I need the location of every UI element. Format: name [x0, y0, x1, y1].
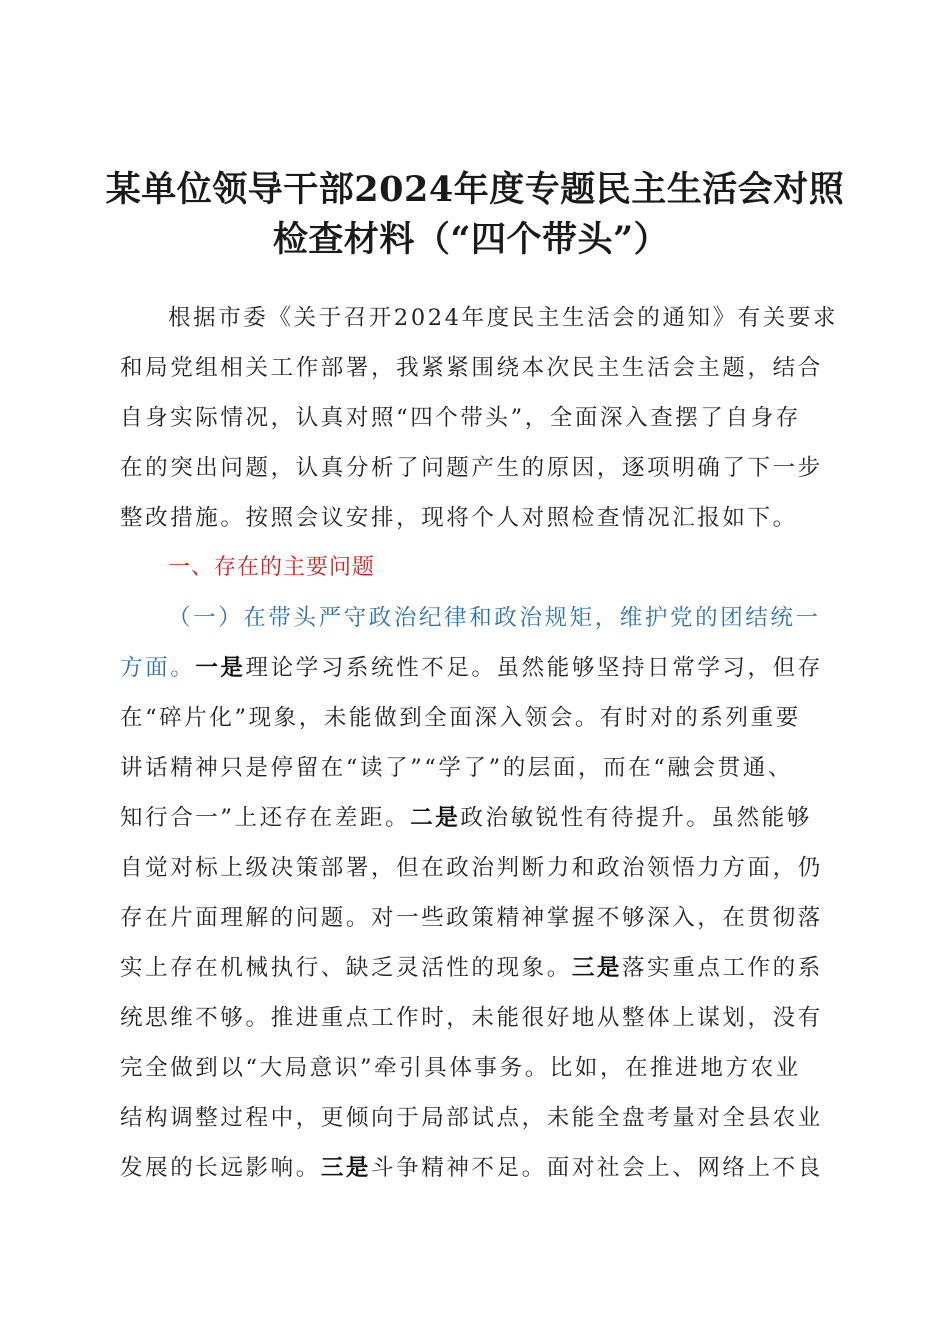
point-marker: 一是 — [195, 655, 246, 681]
body-text: 斗争精神不足。面对社会上、网络上不良 — [371, 1155, 823, 1181]
body-line-8 — [120, 950, 840, 982]
body-text: 发展的长远影响。 — [120, 1155, 321, 1181]
body-line-10: 完全做到以“大局意识”牵引具体事务。比如，在推进地方农业 — [120, 1055, 801, 1081]
body-line-11: 结构调整过程中，更倾向于局部试点，未能全盘考量对全县农业 — [120, 1105, 823, 1131]
intro-line-4: 在的突出问题，认真分析了问题产生的原因，逐项明确了下一步 — [120, 455, 823, 481]
intro-line-2: 和局党组相关工作部署，我紧紧围绕本次民主生活会主题，结合 — [120, 355, 823, 381]
point-marker: 三是 — [571, 955, 623, 981]
intro-line-1: 根据市委《关于召开2024年度民主生活会的通知》有关要求 — [168, 305, 839, 331]
body-text: 知行合一”上还存在差距。 — [120, 805, 411, 831]
subsection-heading-line-1: （一）在带头严守政治纪律和政治规矩，维护党的团结统一 — [168, 605, 821, 631]
body-text: 落实重点工作的系 — [622, 955, 823, 981]
body-line-7: 存在片面理解的问题。对一些政策精神掌握不够深入，在贯彻落 — [120, 905, 823, 931]
body-line-2 — [120, 650, 840, 682]
point-marker: 三是 — [320, 1155, 372, 1181]
body-line-6: 自觉对标上级决策部署，但在政治判断力和政治领悟力方面，仍 — [120, 855, 823, 881]
subsection-heading-tail: 方面。 — [120, 655, 196, 681]
body-line-3: 在“碎片化”现象，未能做到全面深入领会。有时对的系列重要 — [120, 705, 801, 731]
point-marker: 二是 — [410, 805, 461, 831]
section-heading: 一、存在的主要问题 — [168, 555, 376, 580]
body-text: 理论学习系统性不足。虽然能够坚持日常学习，但存 — [245, 655, 823, 681]
intro-line-3: 自身实际情况，认真对照“四个带头”，全面深入查摆了自身存 — [120, 405, 801, 431]
intro-line-5: 整改措施。按照会议安排，现将个人对照检查情况汇报如下。 — [120, 505, 798, 531]
body-text: 政治敏锐性有待提升。虽然能够 — [460, 805, 812, 831]
body-text: 实上存在机械执行、缺乏灵活性的现象。 — [120, 955, 572, 981]
body-line-4: 讲话精神只是停留在“读了”“学了”的层面，而在“融会贯通、 — [120, 755, 793, 781]
document-title-line-1: 某单位领导干部2024年度专题民主生活会对照 — [105, 169, 845, 210]
document-title-line-2: 检查材料（“四个带头”） — [272, 219, 670, 260]
body-line-9: 统思维不够。推进重点工作时，未能很好地从整体上谋划，没有 — [120, 1005, 823, 1031]
body-line-12 — [120, 1150, 840, 1182]
body-line-5 — [120, 800, 840, 832]
